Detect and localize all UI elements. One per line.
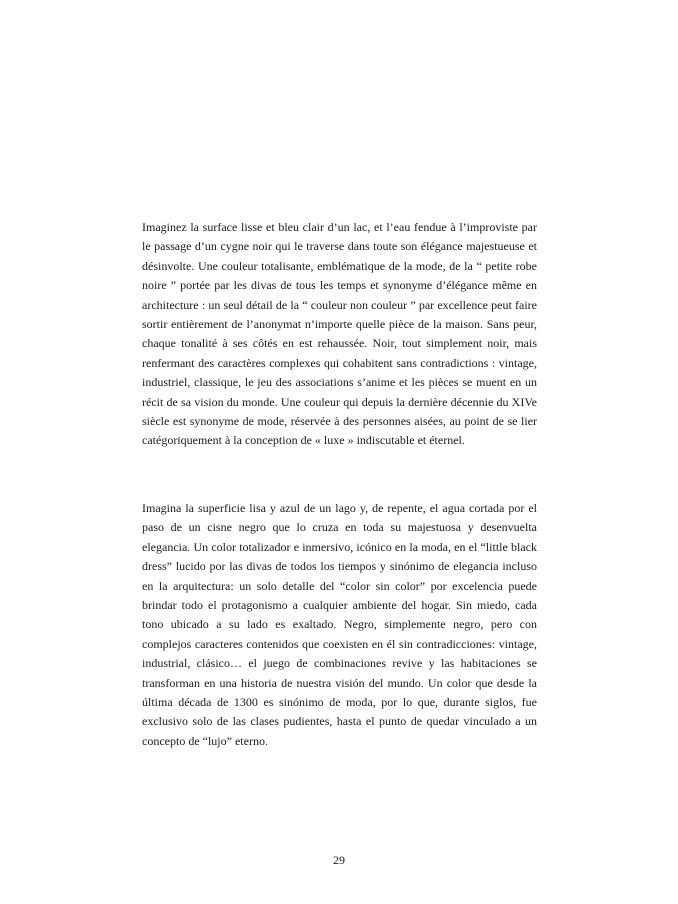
paragraph-spanish: Imagina la superficie lisa y azul de un lago y, de repente, el agua cortada por el paso de un cisne negro que lo cruza en toda su majestuosa y desenvuelta elegancia. Un color totalizador e inmersivo, icónico en la moda, en el “little black dress” lucido por las divas de todos los tiempos y sinónimo de elegancia incluso en la arquitectura: un solo detalle del “color sin color” por excelencia puede brindar todo el protagonismo a cualquier ambiente del hogar. Sin miedo, cada tono ubicado a su lado es exaltado. Negro, simplemente negro, pero con complejos caracteres contenidos que coexisten en él sin contradicciones: vintage, industrial, clásico… el juego de combinaciones revive y las habitaciones se transforman en una historia de nuestra visión del mundo. Un color que desde la última década de 1300 es sinónimo de moda, por lo que, durante siglos, fue exclusivo solo de las clases pudientes, hasta el punto de quedar vinculado a un concepto de “lujo” eterno.	[142, 501, 537, 748]
page-number: 29	[333, 853, 345, 867]
paragraph-french: Imaginez la surface lisse et bleu clair d’un lac, et l’eau fendue à l’improviste par le passage d’un cygne noir qui le traverse dans toute son élégance majestueuse et désinvolte. Une couleur totalisante, emblématique de la mode, de la “ petite robe noire ” portée par les divas de tous les temps et synonyme d’élégance même en architecture : un seul détail de la “ couleur non couleur ” par excellence peut faire sortir entièrement de l’anonymat n’importe quelle pièce de la maison. Sans peur, chaque tonalité à ses côtés en est rehaussée. Noir, tout simplement noir, mais renfermant des caractères complexes qui cohabitent sans contradictions : vintage, industriel, classique, le jeu des associations s’anime et les pièces se muent en un récit de sa vision du monde. Une couleur qui depuis la dernière décennie du XIVe siècle est synonyme de mode, réservée à des personnes aisées, au point de se lier catégoriquement à la conception de « luxe » indiscutable et éternel.	[142, 220, 537, 448]
